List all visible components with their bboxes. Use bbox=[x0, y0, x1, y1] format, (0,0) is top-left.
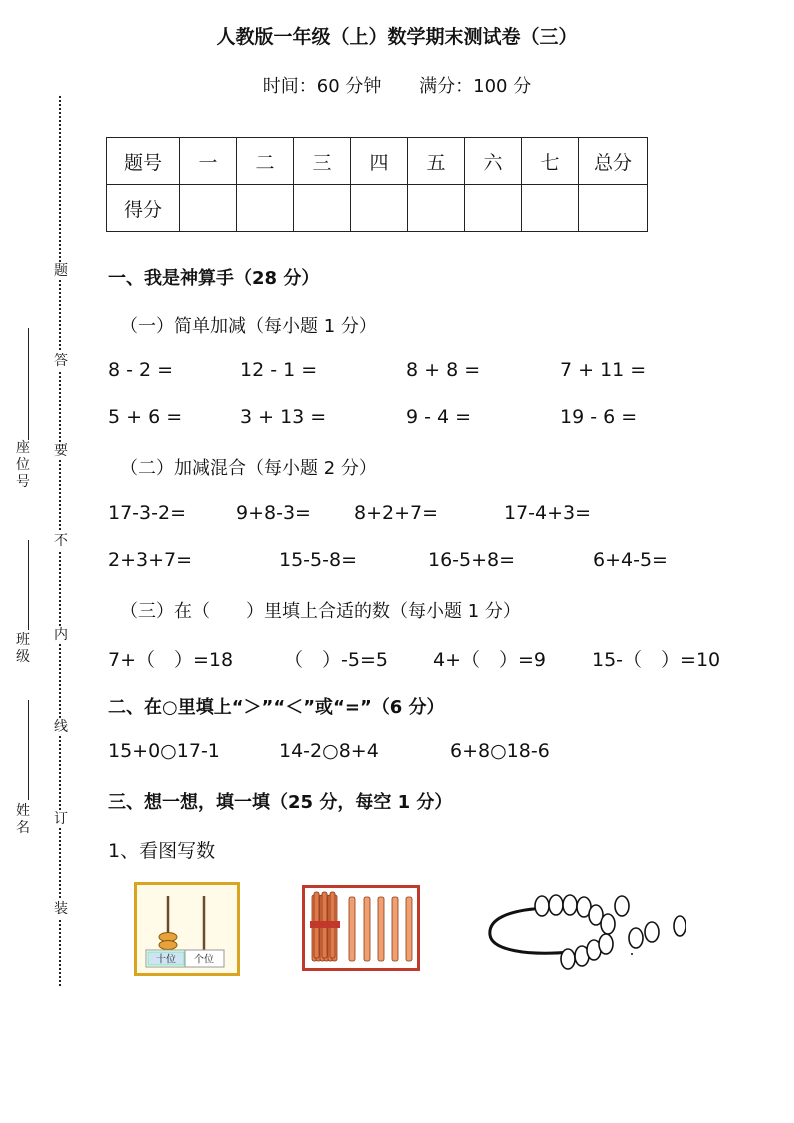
name-label: 姓名 bbox=[16, 803, 30, 836]
score-table-score-row bbox=[107, 185, 648, 232]
score-table-header-row bbox=[107, 138, 648, 185]
problem-item[interactable]: 5 + 6 = bbox=[108, 406, 183, 428]
name-line[interactable] bbox=[28, 700, 29, 800]
class-label: 班级 bbox=[16, 632, 30, 665]
abacus-picture bbox=[134, 882, 240, 976]
table-cell: 七 bbox=[522, 138, 579, 185]
section-2-heading: 二、在○里填上“＞”“＜”或“=”（6 分） bbox=[108, 697, 445, 718]
problem-item[interactable]: 17-3-2= bbox=[108, 502, 186, 524]
binding-char: 线 bbox=[54, 719, 68, 735]
problem-item[interactable]: （ ）-5=5 bbox=[284, 649, 388, 671]
problem-item[interactable]: 3 + 13 = bbox=[240, 406, 327, 428]
problem-item[interactable]: 15-5-8= bbox=[279, 549, 357, 571]
problem-item[interactable]: 16-5+8= bbox=[428, 549, 516, 571]
compare-item[interactable]: 14-2○8+4 bbox=[279, 740, 379, 762]
score-input-cell[interactable] bbox=[522, 185, 579, 232]
abacus-ones-label: 个位 bbox=[194, 954, 214, 966]
problem-item[interactable]: 17-4+3= bbox=[504, 502, 592, 524]
abacus-tens-label: 十位 bbox=[156, 954, 176, 966]
score-input-cell[interactable] bbox=[408, 185, 465, 232]
table-cell: 得分 bbox=[107, 185, 180, 232]
table-cell: 三 bbox=[294, 138, 351, 185]
section-3-heading: 三、想一想，填一填（25 分，每空 1 分） bbox=[108, 792, 453, 813]
problem-item[interactable]: 9+8-3= bbox=[236, 502, 311, 524]
problem-item[interactable]: 12 - 1 = bbox=[240, 359, 318, 381]
problem-item[interactable]: 6+4-5= bbox=[593, 549, 668, 571]
binding-char: 内 bbox=[54, 627, 68, 643]
problem-item[interactable]: 8 - 2 = bbox=[108, 359, 174, 381]
exam-full-score: 满分：100 分 bbox=[419, 76, 532, 97]
binding-char: 订 bbox=[54, 811, 68, 827]
table-cell: 总分 bbox=[579, 138, 648, 185]
table-cell: 五 bbox=[408, 138, 465, 185]
problem-item[interactable]: 4+（ ）=9 bbox=[433, 649, 547, 671]
problem-item[interactable]: 7 + 11 = bbox=[560, 359, 647, 381]
binding-char: 题 bbox=[54, 263, 68, 279]
bundle-band bbox=[310, 921, 340, 928]
compare-item[interactable]: 15+0○17-1 bbox=[108, 740, 220, 762]
exam-info bbox=[0, 72, 794, 98]
table-cell: 四 bbox=[351, 138, 408, 185]
seat-number-line[interactable] bbox=[28, 328, 29, 440]
problem-item[interactable]: 9 - 4 = bbox=[406, 406, 472, 428]
binding-char: 不 bbox=[54, 533, 68, 549]
binding-char: 装 bbox=[54, 901, 68, 917]
problem-item[interactable]: 7+（ ）=18 bbox=[108, 649, 234, 671]
counting-sticks-picture bbox=[302, 885, 420, 971]
problem-item[interactable]: 19 - 6 = bbox=[560, 406, 638, 428]
table-cell: 一 bbox=[180, 138, 237, 185]
score-input-cell[interactable] bbox=[579, 185, 648, 232]
problem-item[interactable]: 15-（ ）=10 bbox=[592, 649, 721, 671]
score-table bbox=[106, 137, 648, 232]
table-cell: 六 bbox=[465, 138, 522, 185]
section-1-part-1-heading: （一）简单加减（每小题 1 分） bbox=[120, 316, 377, 337]
score-input-cell[interactable] bbox=[294, 185, 351, 232]
score-input-cell[interactable] bbox=[180, 185, 237, 232]
score-input-cell[interactable] bbox=[351, 185, 408, 232]
class-line[interactable] bbox=[28, 540, 29, 630]
score-input-cell[interactable] bbox=[237, 185, 294, 232]
bead-string-picture bbox=[486, 890, 686, 976]
binding-char: 要 bbox=[54, 443, 68, 459]
beads bbox=[535, 895, 686, 969]
table-cell: 题号 bbox=[107, 138, 180, 185]
section-1-part-3-heading: （三）在（ ）里填上合适的数（每小题 1 分） bbox=[120, 601, 521, 622]
binding-char: 答 bbox=[54, 353, 68, 369]
section-1-heading: 一、我是神算手（28 分） bbox=[108, 268, 320, 289]
table-cell: 二 bbox=[237, 138, 294, 185]
page-title: 人教版一年级（上）数学期末测试卷（三） bbox=[216, 26, 578, 48]
problem-item[interactable]: 8 + 8 = bbox=[406, 359, 481, 381]
score-input-cell[interactable] bbox=[465, 185, 522, 232]
problem-item[interactable]: 8+2+7= bbox=[354, 502, 439, 524]
compare-item[interactable]: 6+8○18-6 bbox=[450, 740, 550, 762]
problem-item[interactable]: 2+3+7= bbox=[108, 549, 193, 571]
question-1-prompt: 1、看图写数 bbox=[108, 840, 216, 862]
seat-number-label: 座位号 bbox=[16, 440, 30, 490]
section-1-part-2-heading: （二）加减混合（每小题 2 分） bbox=[120, 458, 377, 479]
exam-time: 时间：60 分钟 bbox=[262, 76, 382, 97]
